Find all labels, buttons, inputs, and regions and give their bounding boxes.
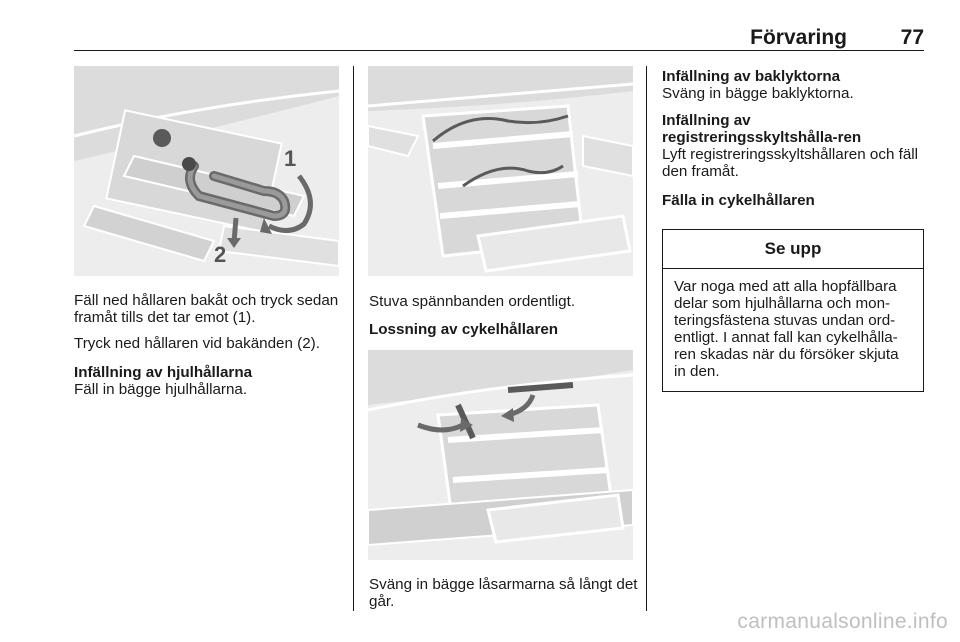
column-divider-1 xyxy=(353,66,354,611)
caution-body: Var noga med att alla hopfällbara delar som hjulhållarna och mon-teringsfästena stuvas undan ord-entligt. I annat fall kan cykelhålla-ren skadas när du försöker skjuta in den. xyxy=(674,278,899,380)
column-3 xyxy=(662,68,927,209)
caution-title: Se upp xyxy=(663,230,923,269)
heading-fold-holder: Fälla in cykelhållaren xyxy=(662,192,815,209)
heading-release-holder: Lossning av cykelhållaren xyxy=(369,321,559,338)
paragraph: Sväng in bägge baklyktorna. xyxy=(662,85,854,102)
heading-rear-lights: Infällning av baklyktorna xyxy=(662,68,841,85)
figure-label-1: 1 xyxy=(284,146,297,171)
paragraph: Fäll ned hållaren bakåt och tryck sedan framåt tills det tar emot (1). xyxy=(74,292,339,326)
section-title: Förvaring xyxy=(750,26,847,49)
figure-holder-fold xyxy=(74,66,339,276)
page-number: 77 xyxy=(900,26,924,49)
figure-lock-arms xyxy=(368,350,633,560)
header-rule xyxy=(74,50,924,51)
paragraph: Lyft registreringsskyltshållaren och fäll den framåt. xyxy=(662,146,919,180)
figure-straps xyxy=(368,66,633,276)
column-1 xyxy=(74,292,344,398)
heading-wheel-holders: Infällning av hjulhållarna xyxy=(74,364,253,381)
paragraph: Stuva spännbanden ordentligt. xyxy=(369,293,576,310)
heading-plate-holder: Infällning av registreringsskyltshålla-ren xyxy=(662,112,862,146)
column-2-lower xyxy=(369,576,644,610)
paragraph: Fäll in bägge hjulhållarna. xyxy=(74,381,248,398)
figure-label-2: 2 xyxy=(214,242,227,267)
watermark-url: carmanualsonline.info xyxy=(737,610,948,633)
column-2-upper xyxy=(369,293,639,338)
column-divider-2 xyxy=(646,66,647,611)
paragraph: Tryck ned hållaren vid bakänden (2). xyxy=(74,335,320,352)
paragraph: Sväng in bägge låsarmarna så långt det går. xyxy=(369,576,638,610)
caution-box xyxy=(662,229,924,392)
